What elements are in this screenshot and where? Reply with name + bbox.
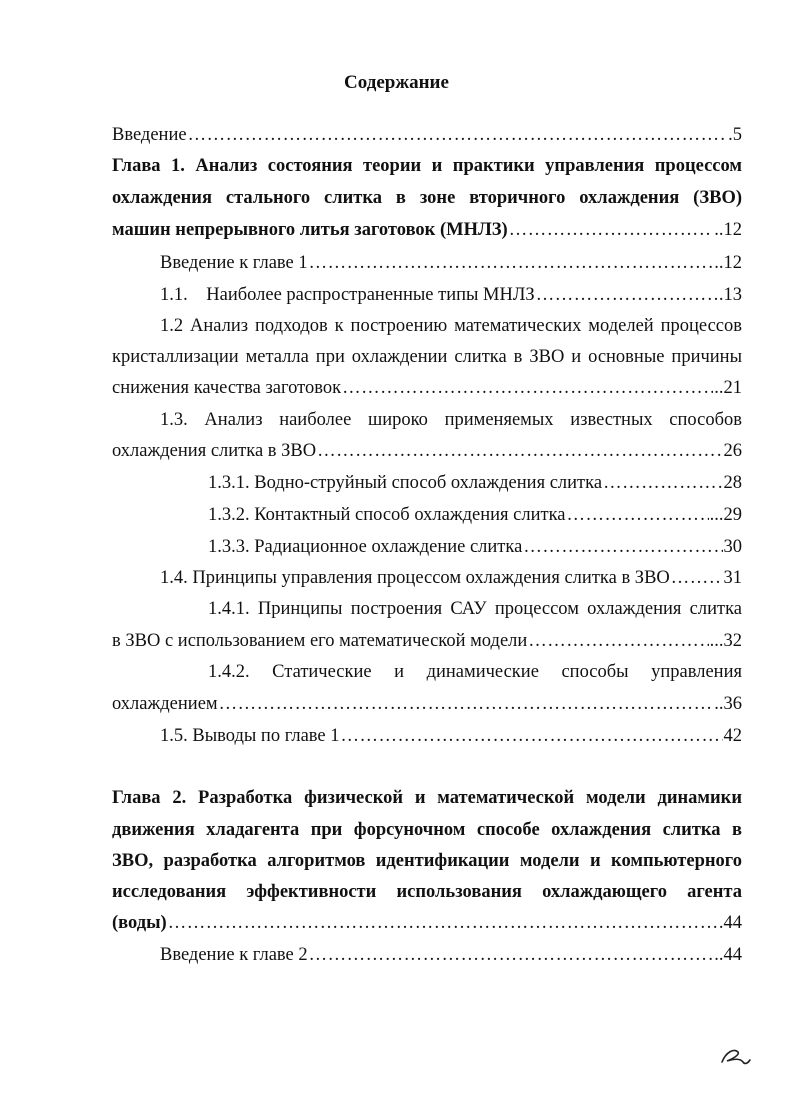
toc-chapter2-line4: исследования эффективности использования охлаждающего агента	[112, 882, 742, 902]
toc-entry-ch2-intro	[160, 944, 742, 966]
toc-leader	[341, 725, 723, 747]
toc-label: охлаждения слитка в ЗВО	[112, 441, 317, 461]
toc-label: Введение к главе 1	[160, 253, 308, 273]
toc-page: ...32	[709, 631, 742, 651]
toc-leader	[309, 252, 714, 274]
toc-page: ..12	[714, 220, 742, 240]
toc-entry-1-2-line3	[112, 377, 742, 399]
toc-page: .44	[718, 913, 742, 933]
toc-entry-1-3-1	[208, 472, 742, 494]
toc-entry-1-4-1-line1: 1.4.1. Принципы построения САУ процессом охлаждения слитка	[208, 599, 742, 619]
toc-entry-1-3-line2	[112, 440, 742, 462]
toc-chapter1-line3	[112, 219, 742, 241]
toc-page: .13	[718, 285, 742, 305]
toc-leader	[528, 630, 708, 652]
toc-label: 1.4. Принципы управления процессом охлаждения слитка в ЗВО	[160, 568, 670, 588]
toc-entry-1-4	[160, 567, 742, 589]
toc-label: 1.3.1. Водно-струйный способ охлаждения слитка	[208, 473, 603, 493]
toc-leader	[219, 693, 714, 715]
toc-entry-1-5	[160, 725, 742, 747]
toc-page: 31	[723, 568, 742, 588]
toc-page: 26	[723, 441, 742, 461]
toc-leader	[342, 377, 713, 399]
toc-label: 1.3.2. Контактный способ охлаждения слитка	[208, 505, 566, 525]
toc-chapter2-line5	[112, 912, 742, 934]
toc-entry-1-4-1-line2	[112, 630, 742, 652]
toc-entry-1-1	[160, 284, 742, 306]
toc-leader	[317, 440, 722, 462]
toc-leader	[671, 567, 723, 589]
toc-page: ..36	[714, 694, 742, 714]
toc-leader	[523, 536, 722, 558]
toc-page: 30	[723, 537, 742, 557]
handwritten-page-mark	[718, 1044, 752, 1070]
toc-leader	[168, 912, 718, 934]
toc-page: ..12	[714, 253, 742, 273]
toc-entry-1-3-line1: 1.3. Анализ наиболее широко применяемых известных способов	[160, 410, 742, 430]
toc-leader	[188, 124, 728, 146]
toc-page: 28	[723, 473, 742, 493]
toc-label: снижения качества заготовок	[112, 378, 342, 398]
toc-entry-1-2-line2: кристаллизации металла при охлаждении слитка в ЗВО и основные причины	[112, 347, 742, 367]
toc-label: 1.5. Выводы по главе 1	[160, 726, 340, 746]
toc-page: ...29	[709, 505, 742, 525]
toc-label: охлаждением	[112, 694, 218, 714]
toc-label: Введение	[112, 125, 187, 145]
toc-chapter1-line1: Глава 1. Анализ состояния теории и практики управления процессом	[112, 156, 742, 176]
toc-entry-1-2-line1: 1.2 Анализ подходов к построению математических моделей процессов	[160, 316, 742, 336]
toc-page: ..44	[714, 945, 742, 965]
toc-chapter2-line1: Глава 2. Разработка физической и математической модели динамики	[112, 788, 742, 808]
toc-entry-1-4-2-line2	[112, 693, 742, 715]
toc-label: 1.3.3. Радиационное охлаждение слитка	[208, 537, 523, 557]
toc-chapter2-line2: движения хладагента при форсуночном способе охлаждения слитка в	[112, 820, 742, 840]
toc-entry-ch1-intro	[160, 252, 742, 274]
page-title: Содержание	[344, 72, 449, 93]
toc-page: .5	[728, 125, 742, 145]
toc-chapter1-line2: охлаждения стального слитка в зоне вторичного охлаждения (ЗВО)	[112, 188, 742, 208]
toc-leader	[603, 472, 722, 494]
toc-page: ..21	[714, 378, 742, 398]
toc-entry-intro	[112, 124, 742, 146]
toc-page: 42	[723, 726, 742, 746]
toc-label: в ЗВО с использованием его математической модели	[112, 631, 528, 651]
toc-leader	[567, 504, 709, 526]
toc-label: Введение к главе 2	[160, 945, 308, 965]
toc-entry-1-3-3	[208, 536, 742, 558]
toc-leader	[509, 219, 714, 241]
toc-entry-1-3-2	[208, 504, 742, 526]
toc-leader	[536, 284, 718, 306]
toc-leader	[309, 944, 714, 966]
toc-chapter2-line3: ЗВО, разработка алгоритмов идентификации модели и компьютерного	[112, 851, 742, 871]
toc-label: 1.1. Наиболее распространенные типы МНЛЗ	[160, 285, 535, 305]
toc-label: (воды)	[112, 913, 167, 933]
toc-label: машин непрерывного литья заготовок (МНЛЗ)	[112, 220, 508, 240]
toc-entry-1-4-2-line1: 1.4.2. Статические и динамические способы управления	[208, 662, 742, 682]
